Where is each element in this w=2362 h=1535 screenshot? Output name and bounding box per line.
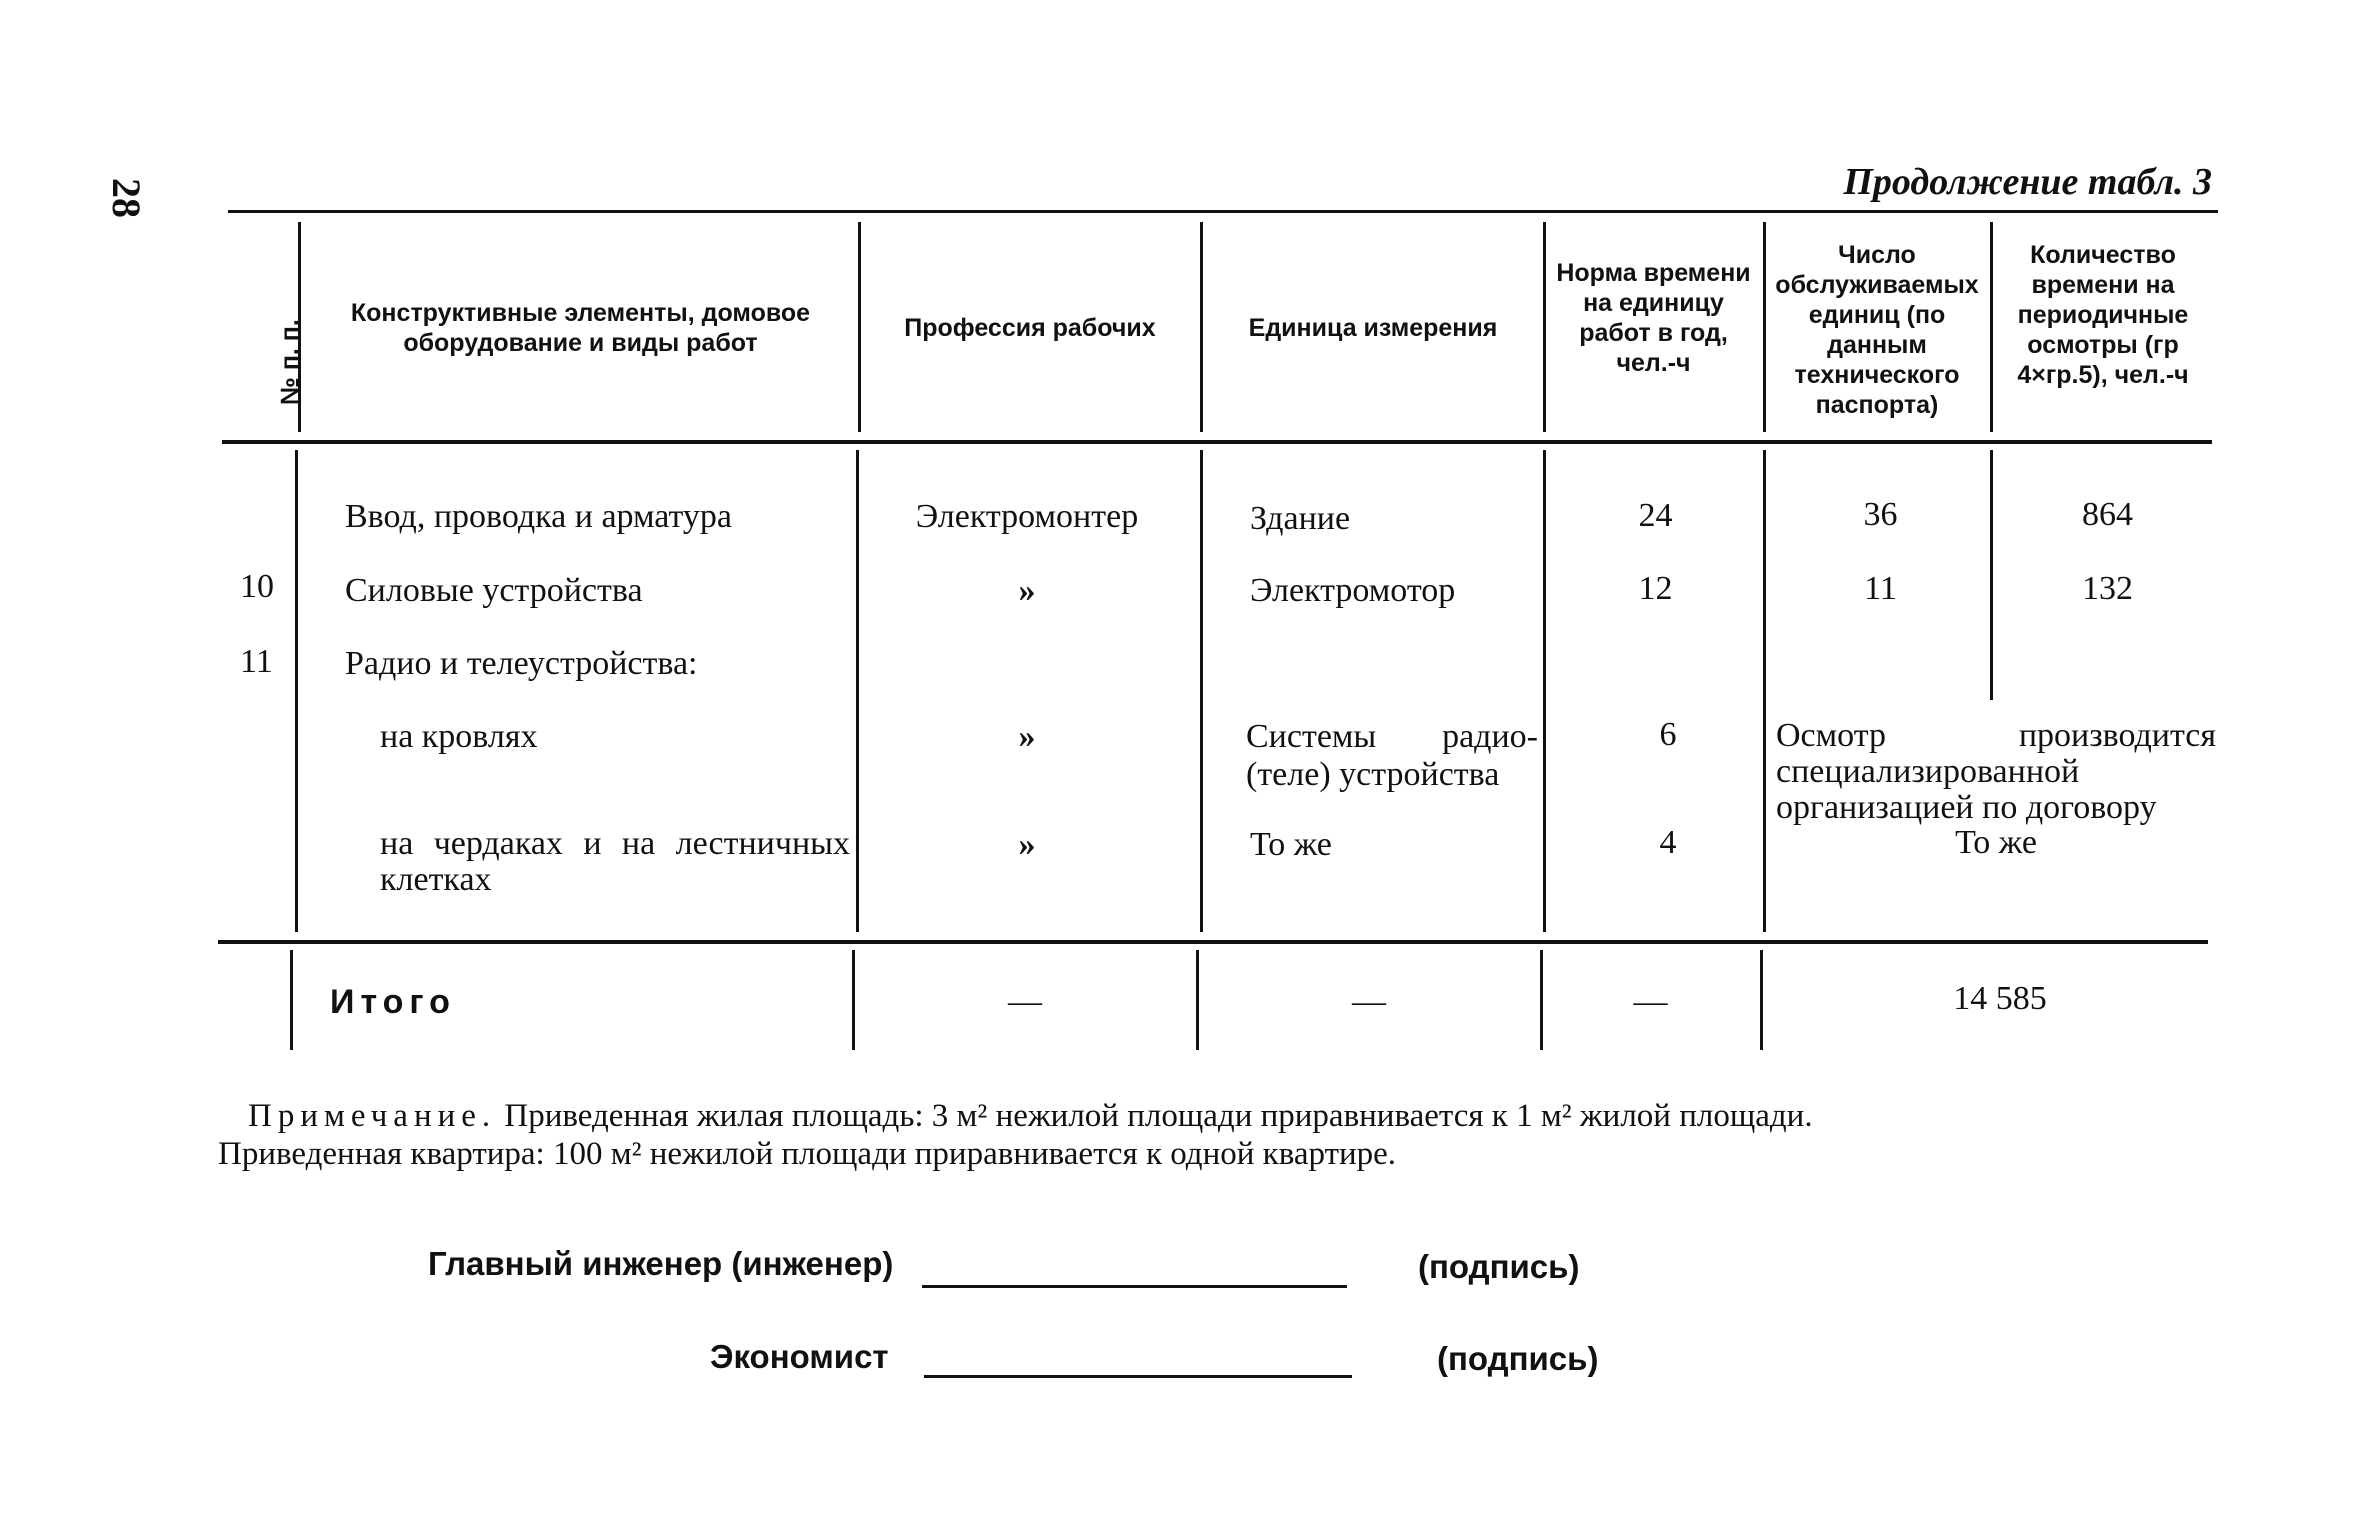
row3-element: Радио и телеустройства: <box>345 645 698 682</box>
table-header-rule <box>222 440 2212 444</box>
col-divider <box>290 950 293 1050</box>
row4-element: на кровлях <box>380 718 538 755</box>
table-continuation-caption: Продолжение табл. 3 <box>1843 161 2212 203</box>
row4-unit: Системы радио-(теле) устройства <box>1246 718 1538 793</box>
total-norm: — <box>1633 983 1668 1020</box>
table-top-rule <box>228 210 2218 213</box>
row5-merged-note: То же <box>1955 824 2037 861</box>
col-divider <box>1760 950 1763 1050</box>
header-total-time: Количество времени на периодичные осмотры (гр 4×гр.5), чел.-ч <box>2017 241 2189 389</box>
row1-element: Ввод, проводка и арматура <box>345 498 733 535</box>
col-divider <box>1200 222 1203 432</box>
row1-count: 36 <box>1863 496 1898 533</box>
note-line-2: Приведенная квартира: 100 м² нежилой площади приравнивается к одной квартире. <box>218 1136 1397 1172</box>
row4-merged-note: Осмотр производится специализированной организацией по договору <box>1776 717 2216 826</box>
row2-num: 10 <box>240 568 274 605</box>
signature-line-engineer <box>922 1285 1347 1288</box>
note-text-1: Приведенная жилая площадь: 3 м² нежилой площади приравнивается к 1 м² жилой площади. <box>504 1098 1813 1134</box>
row2-time: 132 <box>2082 570 2133 607</box>
row2-norm: 12 <box>1638 570 1673 607</box>
header-count: Число обслуживаемых единиц (по данным технического паспорта) <box>1775 241 1979 419</box>
header-norm: Норма времени на единицу работ в год, чел.-ч <box>1556 259 1751 377</box>
row5-element: на чердаках и на лестничных клетках <box>380 825 850 898</box>
col-divider <box>1543 450 1546 932</box>
row2-profession: » <box>1018 572 1036 609</box>
col-divider <box>1763 222 1766 432</box>
col-divider <box>1990 222 1993 432</box>
table-total-rule <box>218 940 2208 944</box>
row2-count: 11 <box>1864 570 1897 607</box>
total-unit: — <box>1352 983 1386 1020</box>
row4-profession: » <box>1018 718 1036 755</box>
col-divider <box>1200 450 1203 932</box>
row3-num: 11 <box>240 643 273 680</box>
signature-hint-engineer: (подпись) <box>1418 1248 1580 1285</box>
col-divider <box>856 450 859 932</box>
signature-title-economist: Экономист <box>710 1338 889 1375</box>
total-label: Итого <box>330 983 456 1021</box>
row2-unit: Электромотор <box>1250 572 1456 609</box>
note-label: Примечание. <box>248 1098 497 1134</box>
row4-norm: 6 <box>1659 716 1677 753</box>
signature-title-engineer: Главный инженер (инженер) <box>428 1245 894 1282</box>
row1-time: 864 <box>2082 496 2133 533</box>
total-value: 14 585 <box>1953 980 2047 1017</box>
row1-profession: Электромонтер <box>915 498 1139 535</box>
col-divider <box>1543 222 1546 432</box>
signature-hint-economist: (подпись) <box>1437 1340 1599 1377</box>
row2-element: Силовые устройства <box>345 572 643 609</box>
header-profession: Профессия рабочих <box>904 314 1156 342</box>
row1-unit: Здание <box>1250 500 1351 537</box>
header-num: № п. п. <box>276 319 304 405</box>
row5-unit: То же <box>1250 826 1332 863</box>
col-divider <box>858 222 861 432</box>
header-unit: Единица измерения <box>1248 314 1498 342</box>
row5-norm: 4 <box>1659 824 1677 861</box>
header-elements: Конструктивные элементы, домовое оборудование и виды работ <box>350 299 811 357</box>
row5-profession: » <box>1018 826 1036 863</box>
signature-line-economist <box>924 1375 1352 1378</box>
col-divider <box>295 450 298 932</box>
total-profession: — <box>1008 983 1042 1020</box>
row1-norm: 24 <box>1638 497 1673 534</box>
note-line-1 <box>248 1097 1813 1135</box>
page-number: 28 <box>104 178 149 218</box>
